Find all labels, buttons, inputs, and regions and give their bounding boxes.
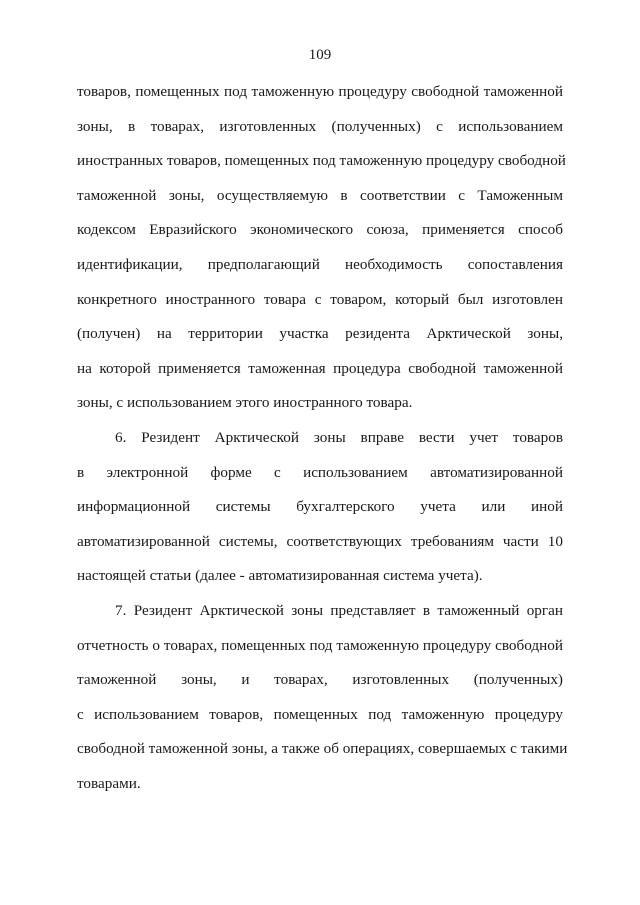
text-line: на которой применяется таможенная процедура свободной таможенной <box>77 359 563 377</box>
text-line: товаров, помещенных под таможенную процедуру свободной таможенной <box>77 83 563 100</box>
text-line: идентификации, предполагающий необходимость сопоставления <box>77 255 563 273</box>
text-line: (получен) на территории участка резидента Арктической зоны, <box>77 325 563 343</box>
text-line: 6. Резидент Арктической зоны вправе вести учет товаров <box>115 428 563 446</box>
page-number: 109 <box>308 47 332 63</box>
text-line: 7. Резидент Арктической зоны представляет в таможенный орган <box>115 601 563 619</box>
text-line: с использованием товаров, помещенных под таможенную процедуру <box>77 705 563 723</box>
text-line: зоны, в товарах, изготовленных (полученных) с использованием <box>77 117 563 135</box>
text-line: в электронной форме с использованием автоматизированной <box>77 463 563 481</box>
text-line: зоны, с использованием этого иностранного товара. <box>77 394 413 412</box>
text-line: свободной таможенной зоны, а также об операциях, совершаемых с такими <box>77 740 568 758</box>
text-line: иностранных товаров, помещенных под таможенную процедуру свободной <box>77 152 566 170</box>
text-line: товарами. <box>77 774 141 792</box>
text-line: отчетность о товарах, помещенных под таможенную процедуру свободной <box>77 636 563 654</box>
text-line: настоящей статьи (далее - автоматизированная система учета). <box>77 567 483 585</box>
text-line: таможенной зоны, и товарах, изготовленных (полученных) <box>77 671 563 689</box>
text-line: конкретного иностранного товара с товаром, который был изготовлен <box>77 290 563 308</box>
text-line: кодексом Евразийского экономического союза, применяется способ <box>77 221 563 239</box>
text-line: автоматизированной системы, соответствующих требованиям части 10 <box>77 532 563 550</box>
document-body <box>77 80 568 806</box>
text-line: таможенной зоны, осуществляемую в соответствии с Таможенным <box>77 186 563 204</box>
text-line: информационной системы бухгалтерского учета или иной <box>77 498 563 516</box>
